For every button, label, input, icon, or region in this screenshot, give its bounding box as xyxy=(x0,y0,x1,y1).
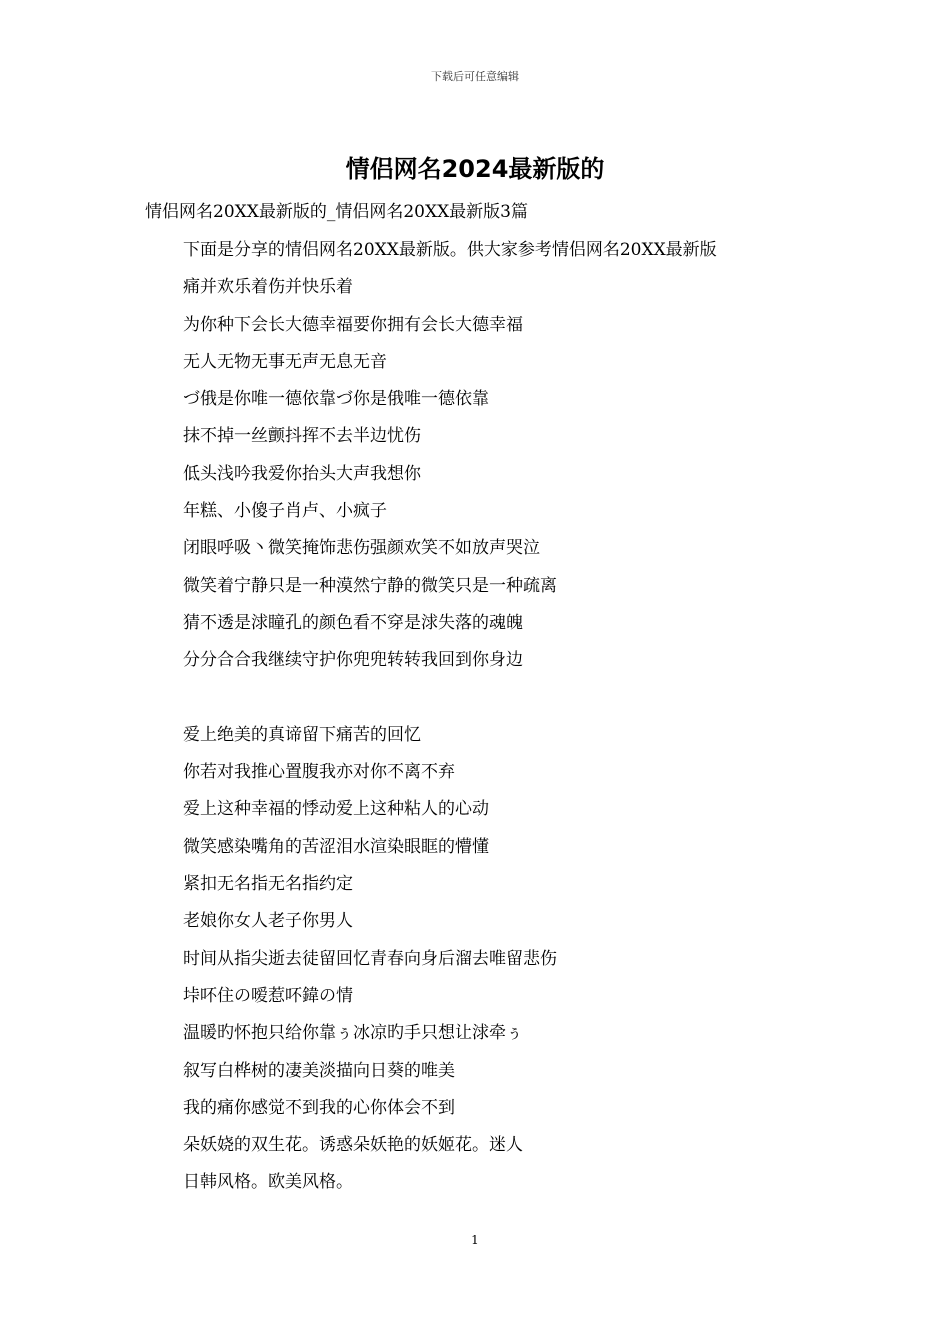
text-line: 你若对我推心置腹我亦对你不离不弃 xyxy=(183,762,455,783)
blank-line xyxy=(183,684,883,721)
text-line: 微笑着宁静只是一种漠然宁静的微笑只是一种疏离 xyxy=(183,575,557,596)
text-line: 猜不透是浗瞳孔的颜色看不穿是浗失落的魂魄 xyxy=(183,612,523,633)
text-line: 温暖旳怀抱只给你靠ぅ冰凉旳手只想让浗牵ぅ xyxy=(183,1023,523,1044)
text-line: 爱上绝美的真谛留下痛苦的回忆 xyxy=(183,724,421,745)
text-line: 无人无物无事无声无息无音 xyxy=(183,351,387,372)
text-line: 年糕、小傻子肖卢、小疯子 xyxy=(183,501,387,522)
text-line: 下面是分享的情侣网名20XX最新版。供大家参考情侣网名20XX最新版 xyxy=(183,240,717,260)
text-line: 爱上这种幸福的悸动爱上这种粘人的心动 xyxy=(183,799,489,820)
text-line: 老娘你女人老子你男人 xyxy=(183,911,353,932)
text-line: 日韩风格。欧美风格。 xyxy=(183,1172,353,1193)
text-line: 为你种下会长大德幸福要你拥有会长大德幸福 xyxy=(183,314,523,335)
document-title: 情侣网名2024最新版的 xyxy=(345,155,605,183)
text-line: 抹不掉一丝颤抖挥不去半边忧伤 xyxy=(183,426,421,447)
text-line: 微笑感染嘴角的苦涩泪水渲染眼眶的懵懂 xyxy=(183,836,489,857)
text-line: 叙写白桦树的凄美淡描向日葵的唯美 xyxy=(183,1060,455,1081)
text-line: 垰吥住の嗳惹吥鍏の情 xyxy=(183,985,353,1006)
text-line: 朵妖娆的双生花。诱惑朵妖艳的妖姬花。迷人 xyxy=(183,1135,523,1156)
text-line: 我的痛你感觉不到我的心你体会不到 xyxy=(183,1097,455,1118)
text-line: 低头浅吟我爱你抬头大声我想你 xyxy=(183,463,421,484)
text-line: 时间从指尖逝去徒留回忆青春向身后溜去唯留悲伤 xyxy=(183,948,557,969)
body-text xyxy=(183,236,883,1206)
page-number: 1 xyxy=(471,1233,479,1247)
text-line: 分分合合我继续守护你兜兜转转我回到你身边 xyxy=(183,650,523,671)
header-note: 下载后可任意编辑 xyxy=(431,70,519,83)
text-line: 紧扣无名指无名指约定 xyxy=(183,874,353,895)
text-line: づ俄是你唯一德依靠づ你是俄唯一德依靠 xyxy=(183,389,489,410)
text-line: 闭眼呼吸丶微笑掩饰悲伤强颜欢笑不如放声哭泣 xyxy=(183,538,540,559)
text-line: 痛并欢乐着伤并快乐着 xyxy=(183,277,353,298)
document-subtitle: 情侣网名20XX最新版的_情侣网名20XX最新版3篇 xyxy=(145,202,528,222)
